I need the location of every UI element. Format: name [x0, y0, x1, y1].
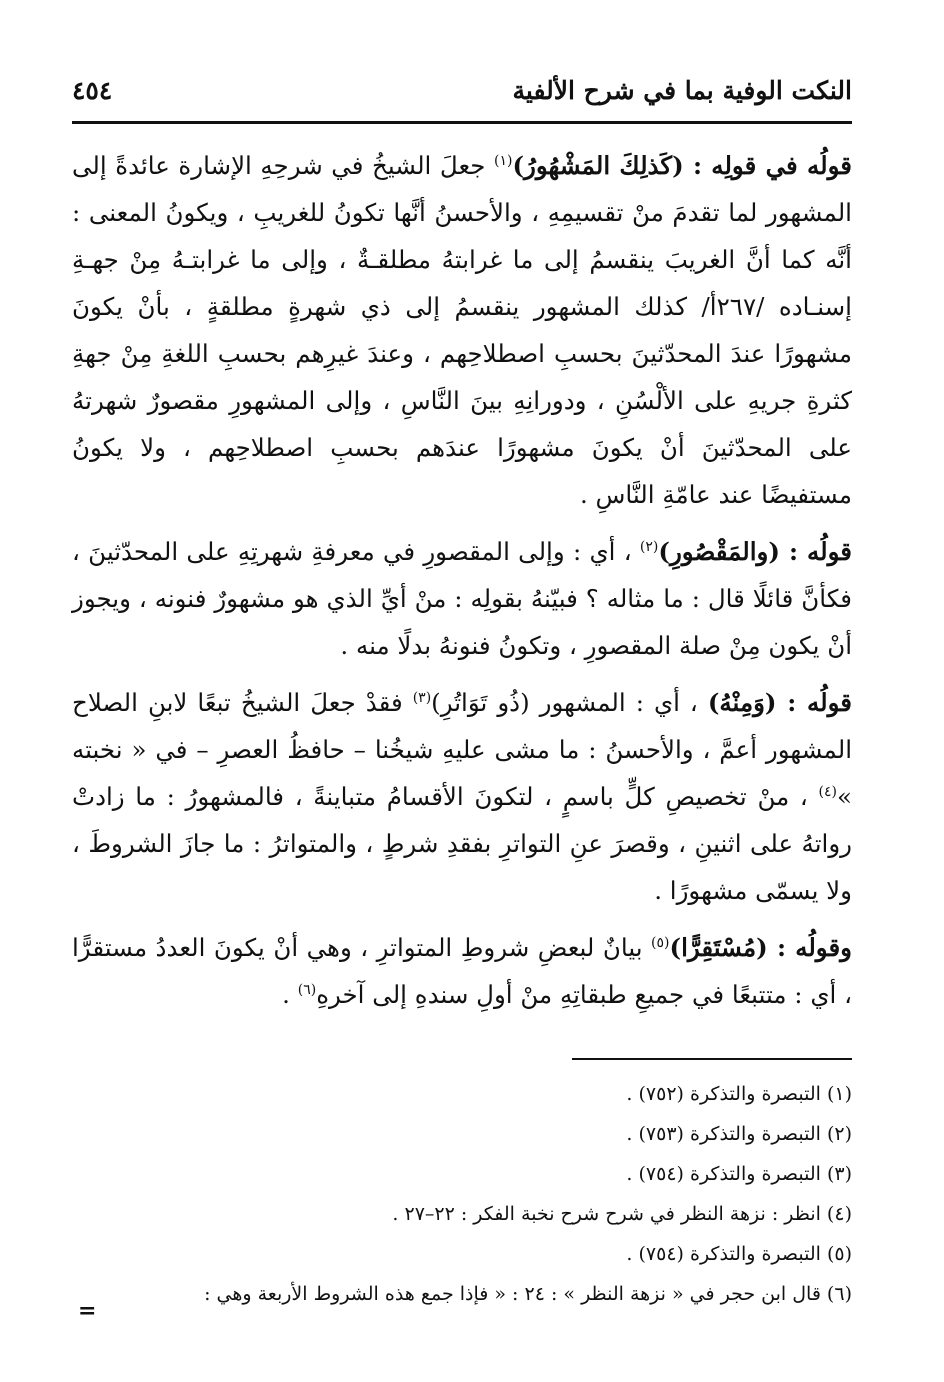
paragraph-close: ): [512, 151, 525, 180]
footnote-ref[interactable]: (٢): [639, 538, 659, 555]
paragraph-3: [72, 679, 852, 914]
paragraph-close: ): [707, 688, 720, 717]
footnote-ref[interactable]: (٤): [818, 783, 837, 800]
page-number: ٤٥٤: [72, 75, 113, 105]
footnote-1: (١) التبصرة والتذكرة (٧٥٢) .: [626, 1083, 852, 1105]
footnotes: [150, 1074, 852, 1314]
main-text: [72, 142, 852, 1028]
footnote-separator: [572, 1058, 852, 1060]
footnote-ref[interactable]: (٥): [651, 934, 670, 951]
running-header: [72, 62, 852, 118]
paragraph-text: بيانٌ لبعضِ شروطِ المتواترِ ، وهي أنْ يكونَ العددُ مستقرًّا ، أي : متتبعًا في جميعِ طبقاتِهِ منْ أولِ سندهِ إلى آخرهِ: [72, 933, 852, 1009]
header-rule: [72, 121, 852, 124]
paragraph-lead: وقولُه : (: [756, 933, 853, 962]
footnote-ref[interactable]: (١): [493, 152, 513, 169]
footnote-ref[interactable]: (٣): [412, 689, 432, 706]
paragraph-text: فقدْ جعلَ الشيخُ تبعًا لابنِ الصلاح المشهور أعمَّ ، والأحسنُ : ما مشى عليهِ شيخُنا – حافظُ العصرِ – في « نخبته »: [72, 688, 852, 811]
continuation-mark: =: [78, 1298, 97, 1324]
running-title: النكت الوفية بما في شرح الألفية: [512, 75, 852, 105]
paragraph-lead: قولُه في قولِه : (: [672, 151, 852, 180]
footnote-ref[interactable]: (٦): [297, 981, 317, 998]
paragraph-text: ، منْ تخصيصِ كلٍّ باسمٍ ، لتكونَ الأقسامُ متباينةً ، فالمشهورُ : ما زادتْ رواتهُ على اثنينِ ، وقصرَ عنِ التواترِ بفقدِ شرطٍ ، والمتواترُ : ما جازَ الشروطَ ، ولا يسمّى مشهورًا .: [72, 782, 852, 905]
footnote-2: (٢) التبصرة والتذكرة (٧٥٣) .: [626, 1123, 852, 1145]
quoted-term: مُسْتَقِرًّا: [681, 933, 757, 962]
quoted-term: والمَقْصُورِ: [669, 537, 769, 566]
footnote-6: (٦) قال ابن حجر في « نزهة النظر » : ٢٤ : « فإذا جمع هذه الشروط الأربعة وهي :: [204, 1283, 852, 1305]
paragraph-text: ، أي : وإلى المقصورِ في معرفةِ شهرتِهِ على المحدّثينَ ، فكأنَّ قائلًا قال : ما مثاله ؟ فبيّنهُ بقولِه : منْ أيِّ الذي هو مشهورٌ فنونه ، ويجوز أنْ يكون مِنْ صلة المقصورِ ، وتكونُ فنونهُ بدلًا منه .: [72, 537, 852, 660]
footnote-4: (٤) انظر : نزهة النظر في شرح شرح نخبة الفكر : ٢٢–٢٧ .: [392, 1203, 852, 1225]
paragraph-text: .: [282, 980, 298, 1009]
paragraph-lead: قولُه : (: [768, 537, 852, 566]
paragraph-2: [72, 528, 852, 669]
paragraph-text: ، أي : المشهور (ذُو تَوَاتُرِ): [431, 688, 708, 717]
paragraph-4: [72, 924, 852, 1018]
paragraph-lead: قولُه : (: [764, 688, 852, 717]
paragraph-text: جعلَ الشيخُ في شرحِهِ الإشارة عائدةً إلى المشهور لما تقدمَ منْ تقسيمِهِ ، والأحسنُ أنَّها تكونُ للغريبِ ، ويكونُ المعنى : أنَّه كما أنَّ الغريبَ ينقسمُ إلى ما غرابتهُ مطلقـةٌ ، وإلى ما غرابتـهُ مِنْ جهـةِ إسنـاده /٢٦٧أ/ كذلك المشهور ينقسمُ إلى ذي شهرةٍ مطلقةٍ ، بأنْ يكونَ مشهورًا عندَ المحدّثينَ بحسبِ اصطلاحِهم ، وعندَ غيرِهم بحسبِ اللغةِ مِنْ جهةِ كثرةِ جريهِ على الألْسُنِ ، ودورانِهِ بينَ النَّاسِ ، وإلى المشهورِ مقصورٌ شهرتهُ على المحدّثينَ أنْ يكونَ مشهورًا عندَهم بحسبِ اصطلاحِهم ، ولا يكونُ مستفيضًا عند عامّةِ النَّاسِ .: [72, 151, 852, 509]
quoted-term: وَمِنْهُ: [719, 688, 765, 717]
paragraph-close: ): [658, 537, 670, 566]
paragraph-close: ): [669, 933, 682, 962]
footnote-5: (٥) التبصرة والتذكرة (٧٥٤) .: [626, 1243, 852, 1265]
footnote-3: (٣) التبصرة والتذكرة (٧٥٤) .: [626, 1163, 852, 1185]
paragraph-1: [72, 142, 852, 518]
quoted-term: كَذلِكَ المَشْهُورُ: [524, 151, 673, 180]
